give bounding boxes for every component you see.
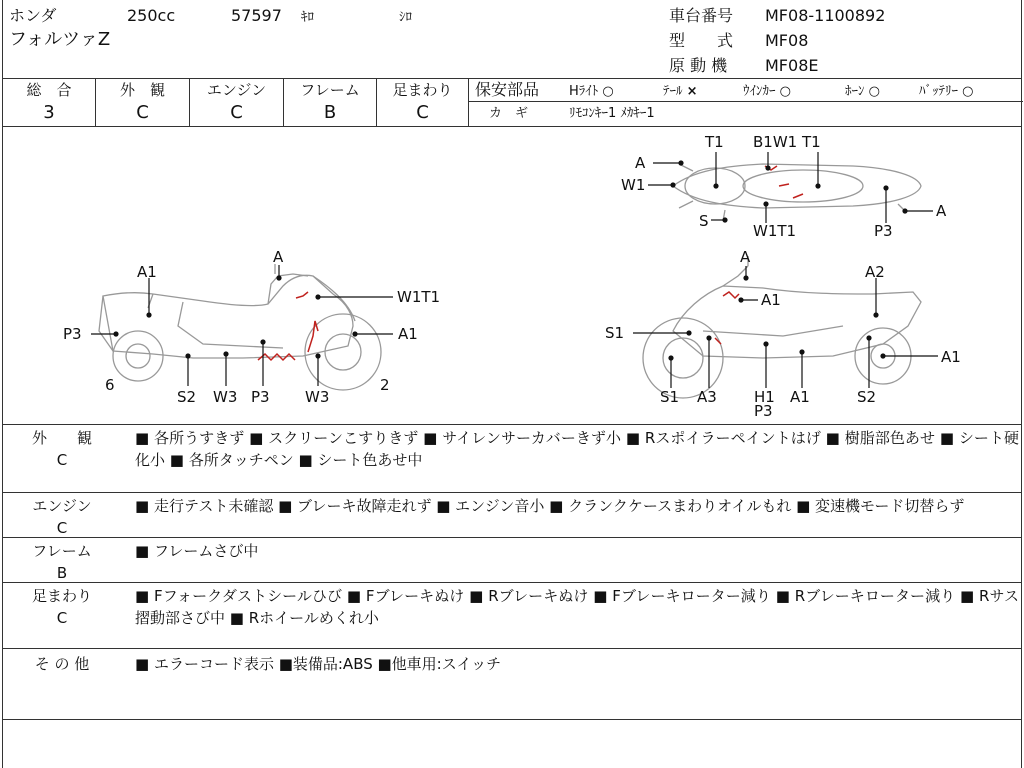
diagram-label: W1T1 [397,288,441,306]
divider [3,424,1021,425]
engine-value: MF08E [765,56,819,75]
diagram-label: W1T1 [753,222,797,240]
scooter-diagram [3,126,1023,424]
key-label: カ ギ [489,106,529,121]
diagram-label: B1W1 T1 [753,133,821,151]
safety-item-battery: ﾊﾞｯﾃﾘｰ ○ [919,84,974,99]
diagram-label: A1 [761,291,781,309]
diagram-label: S2 [177,388,197,406]
divider [3,537,1021,538]
diagram-label: T1 [705,133,724,151]
safety-item-winker: ｳｲﾝｶｰ ○ [743,84,791,99]
grade-suspension: 足まわり C [377,78,469,126]
frame-no-label: 車台番号 [669,6,734,25]
grade-frame: フレーム B [284,78,377,126]
diagram-label: A2 [865,263,885,281]
diagram-label: S2 [857,388,877,406]
diagram-label: A [273,248,284,266]
engine-label: 原 動 機 [669,56,728,75]
divider [3,719,1021,720]
diagram-label: S [699,212,709,230]
damage-diagram [3,126,1023,424]
diagram-label: W3 [213,388,238,406]
key-value: ﾘﾓｺﾝｷｰ1 ﾒｶｷｰ1 [569,106,655,121]
diagram-label: S1 [605,324,625,342]
diagram-label: P3 [754,402,773,420]
diagram-label: H1 [754,388,775,406]
diagram-label: 6 [105,376,115,394]
diagram-label: S1 [660,388,680,406]
diagram-label: W3 [305,388,330,406]
safety-item-tail: ﾃｰﾙ × [663,84,698,99]
displacement: 250cc [127,6,176,25]
type-value: MF08 [765,31,809,50]
type-label: 型 式 [669,31,734,50]
grade-exterior: 外 観 C [96,78,190,126]
divider [3,582,1021,583]
diagram-label: A1 [398,325,418,343]
diagram-label: A [635,154,646,172]
diagram-label: P3 [251,388,270,406]
safety-item-headlight: Hﾗｲﾄ ○ [569,84,614,99]
mileage-unit: ｷﾛ [301,10,314,25]
grade-engine: エンジン C [190,78,284,126]
model-name: フォルツァZ [9,29,111,50]
frame-no: MF08-1100892 [765,6,886,25]
diagram-label: A1 [790,388,810,406]
maker: ホンダ [9,6,57,25]
diagram-label: P3 [874,222,893,240]
divider [469,101,1023,102]
diagram-label: A1 [137,263,157,281]
inspection-sheet: ホンダ 250cc 57597 ｷﾛ ｼﾛ フォルツァZ 車台番号 MF08-1100892 型 式 MF08 原 動 機 MF08E 総 合 3 外 観 C エンジン C フレーム B 足まわり C 保安部品 Hﾗｲﾄ ○ ﾃｰﾙ × ｳｲﾝｶｰ ○ ﾎｰﾝ ○ ﾊﾞｯﾃﾘｰ ○ カ ギ ﾘﾓｺﾝｷｰ1 ﾒｶｷｰ1 A1 A W1T1 P3 A1 6 2 S2 W3 P3 W3 A A2 A1 S1 A1 S1 A3 H1 P3 A1 S2 T1 B1W1 T1 A W1 S W1T1 P3 A 外 観 C ■ 各所うすきず ■ スクリーンこすりきず ■ サイレンサーカバーきず小 ■ Rスポイラーペイントはげ ■ 樹脂部色あせ ■ シート硬化小 ■ 各所タッチペン ■ シート色あせ中 エンジン C ■ 走行テスト未確認 ■ ブレーキ故障走れず ■ エンジン音小 ■ クランクケースまわりオイルもれ ■ 変速機モード切替らず フレーム B ■ フレームさび中 足まわり C ■ Fフォークダストシールひび ■ Fブレーキぬけ ■ Rブレーキぬけ ■ Fブレーキローター減り ■ Rブレーキローター減り ■ Rサス摺動部さび中 ■ Rホイールめくれ小 そ の 他 ■ エラーコード表示 ■装備品:ABS ■他車用:スイッチ [2,0,1022,768]
safety-item-horn: ﾎｰﾝ ○ [845,84,880,99]
diagram-label: A1 [941,348,961,366]
diagram-label: A3 [697,388,717,406]
divider [3,492,1021,493]
diagram-label: W1 [621,176,646,194]
diagram-label: 2 [380,376,390,394]
diagram-label: A [740,248,751,266]
grade-overall: 総 合 3 [3,78,96,126]
divider [3,648,1021,649]
mileage: 57597 [231,6,282,25]
color: ｼﾛ [399,10,412,25]
diagram-label: A [936,202,947,220]
diagram-label: P3 [63,325,82,343]
safety-label: 保安部品 [475,80,540,99]
